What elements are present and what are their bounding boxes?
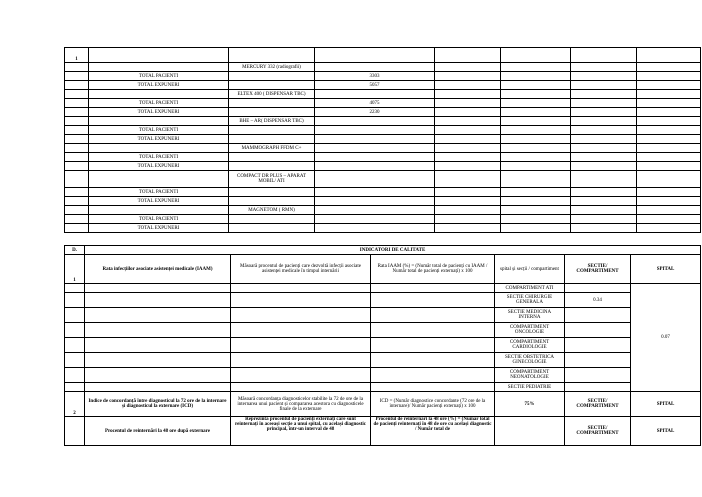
table-cell [65, 162, 89, 171]
table-cell [315, 63, 435, 72]
table-cell [571, 215, 637, 224]
table-cell [65, 90, 89, 99]
table-cell [65, 188, 89, 197]
indicator-2-row [65, 392, 701, 417]
table-cell [435, 153, 501, 162]
table-cell [501, 81, 571, 90]
total-row [65, 135, 701, 144]
table-cell [637, 188, 701, 197]
total-label: TOTAL PACIENTI [89, 99, 229, 108]
table-cell [65, 63, 89, 72]
equipment-name: MERCURY 332 (radiografii) [229, 63, 315, 72]
indicator-value: 75% [495, 392, 565, 417]
table-cell [371, 338, 495, 353]
table-cell [565, 284, 631, 293]
table-cell [371, 368, 495, 383]
table-cell [501, 206, 571, 215]
table-cell [85, 323, 231, 338]
total-value [315, 224, 435, 233]
table-cell [65, 383, 85, 392]
table-cell [637, 72, 701, 81]
department-name: COMPARTIMENT ONCOLOGIE [495, 323, 565, 338]
table-cell [229, 188, 315, 197]
table-cell [501, 188, 571, 197]
table-cell [637, 99, 701, 108]
indicator-level: spital și secții / compartiment [495, 255, 565, 284]
equipment-row [65, 144, 701, 153]
indicator-description: Măsoară concordanța diagnosticelor stabilite la 72 de ore de la internarea unui pacient și compararea acestora cu diagnosticele finale de la externare [231, 392, 371, 417]
equipment-name: MAGNETOM ( RMN) [229, 206, 315, 215]
table-cell [501, 153, 571, 162]
table-cell [571, 206, 637, 215]
table-cell [65, 126, 89, 135]
table-cell [571, 117, 637, 126]
table-cell [565, 323, 631, 338]
hospital-rate: 0.07 [631, 284, 701, 392]
total-label: TOTAL PACIENTI [89, 188, 229, 197]
table-cell [501, 197, 571, 206]
table-cell [65, 417, 85, 446]
department-name: COMPARTIMENT ATI [495, 284, 565, 293]
indicator-formula: ICD = (Număr diagnostice concordante (72 ore de la internare)/ Număr pacienți externați) x 100 [371, 392, 495, 417]
table-cell [65, 215, 89, 224]
table-cell [89, 90, 229, 99]
department-name: SECTIE OBSTETRICA GINECOLOGIE [495, 353, 565, 368]
col-section: SECTIE/ COMPARTIMENT [565, 255, 631, 284]
table-cell [85, 368, 231, 383]
table-cell [571, 171, 637, 188]
total-value [315, 188, 435, 197]
table-cell [229, 224, 315, 233]
total-value [315, 135, 435, 144]
total-value: 3303 [315, 72, 435, 81]
quality-indicators-table [64, 245, 701, 446]
table-cell [65, 284, 85, 293]
table-cell [501, 72, 571, 81]
table-cell [435, 215, 501, 224]
total-value [315, 197, 435, 206]
table-cell [571, 135, 637, 144]
table-cell [89, 206, 229, 215]
table-cell [371, 383, 495, 392]
col-hospital: SPITAL [631, 417, 701, 446]
total-row [65, 108, 701, 117]
table-cell [371, 323, 495, 338]
department-row [65, 353, 701, 368]
table-cell [501, 171, 571, 188]
department-row [65, 323, 701, 338]
table-cell [435, 81, 501, 90]
department-name: SECTIE CHIRURGIE GENERALA [495, 293, 565, 308]
table-cell [85, 338, 231, 353]
section-title: INDICATORI DE CALITATE [85, 246, 701, 255]
table-cell [65, 153, 89, 162]
table-cell [315, 117, 435, 126]
total-label: TOTAL EXPUNERI [89, 108, 229, 117]
indicator-formula: Rata IAAM (%) = (Număr total de pacienți cu IAAM / Număr total de pacienți externați) x 100 [371, 255, 495, 284]
col-hospital: SPITAL [631, 255, 701, 284]
table-cell [501, 63, 571, 72]
table-cell [89, 48, 229, 63]
table-cell [435, 162, 501, 171]
table-cell [637, 135, 701, 144]
table-cell [435, 144, 501, 153]
total-label: TOTAL PACIENTI [89, 72, 229, 81]
indicator-name: Procentul de reinternări la 48 ore după externare [85, 417, 231, 446]
table-cell [231, 284, 371, 293]
table-cell [315, 171, 435, 188]
table-cell [229, 162, 315, 171]
total-label: TOTAL EXPUNERI [89, 224, 229, 233]
table-cell [571, 48, 637, 63]
table-cell [435, 99, 501, 108]
total-value: 5057 [315, 81, 435, 90]
equipment-table [64, 47, 701, 233]
total-row [65, 99, 701, 108]
table-cell [637, 171, 701, 188]
table-cell [229, 135, 315, 144]
total-value: 2230 [315, 108, 435, 117]
table-cell [571, 162, 637, 171]
table-cell [637, 126, 701, 135]
total-label: TOTAL EXPUNERI [89, 135, 229, 144]
col-section: SECTIE/ COMPARTIMENT [565, 417, 631, 446]
table-cell [637, 224, 701, 233]
table-cell [435, 117, 501, 126]
table-cell [65, 224, 89, 233]
table-cell [495, 417, 565, 446]
table-cell [65, 323, 85, 338]
equipment-name: COMPACT DR PLUS – APARAT MOBIL/ ATI [229, 171, 315, 188]
table-cell [571, 197, 637, 206]
department-name: SECTIE MEDICINA INTERNA [495, 308, 565, 323]
table-cell [315, 144, 435, 153]
header-row [65, 48, 701, 63]
table-cell [435, 197, 501, 206]
total-label: TOTAL PACIENTI [89, 215, 229, 224]
table-cell [571, 99, 637, 108]
table-cell [65, 368, 85, 383]
equipment-row [65, 63, 701, 72]
table-cell [435, 126, 501, 135]
total-row [65, 197, 701, 206]
table-cell [371, 284, 495, 293]
total-row [65, 162, 701, 171]
table-cell [315, 206, 435, 215]
table-cell [229, 99, 315, 108]
table-cell [501, 215, 571, 224]
table-cell [85, 353, 231, 368]
table-cell [231, 338, 371, 353]
table-cell [89, 171, 229, 188]
table-cell [637, 117, 701, 126]
table-cell [231, 353, 371, 368]
table-cell [231, 308, 371, 323]
table-cell [571, 72, 637, 81]
table-cell [435, 206, 501, 215]
table-cell [65, 108, 89, 117]
indicator-1-header [65, 255, 701, 284]
table-cell [229, 108, 315, 117]
table-cell [89, 117, 229, 126]
equipment-row [65, 117, 701, 126]
table-cell [501, 108, 571, 117]
table-cell [85, 383, 231, 392]
table-cell [435, 63, 501, 72]
table-cell [65, 353, 85, 368]
table-cell [65, 293, 85, 308]
table-cell [435, 224, 501, 233]
equipment-row [65, 90, 701, 99]
table-cell [637, 153, 701, 162]
section-letter: D. [65, 246, 85, 255]
total-label: TOTAL EXPUNERI [89, 162, 229, 171]
table-cell [65, 308, 85, 323]
indicator-name: Rata infecțiilor asociate asistenței medicale (IAAM) [85, 255, 231, 284]
table-cell [435, 48, 501, 63]
table-cell [571, 224, 637, 233]
indicator-formula: Procentul de reinternări la 48 ore (%) = (Număr total de pacienți reinternați în 48 de ore cu același diagnostic / Număr total de [371, 417, 495, 446]
table-cell [565, 353, 631, 368]
table-cell [65, 117, 89, 126]
col-section: SECTIE/ COMPARTIMENT [565, 392, 631, 417]
table-cell [89, 144, 229, 153]
equipment-name: ELTEX 400 ( DISPENSAR TBC) [229, 90, 315, 99]
table-cell [637, 63, 701, 72]
total-value [315, 153, 435, 162]
table-cell [85, 293, 231, 308]
table-cell [65, 171, 89, 188]
total-row [65, 126, 701, 135]
table-cell [571, 188, 637, 197]
total-label: TOTAL EXPUNERI [89, 81, 229, 90]
equipment-row [65, 171, 701, 188]
table-cell [571, 108, 637, 117]
indicator-description: Reprezintă procentul de pacienți externați care sunt reinternați în aceeași secție a unui spital, cu același diagnostic principal, într-un interval de 48 [231, 417, 371, 446]
department-name: SECTIE PEDIATRIE [495, 383, 565, 392]
department-row [65, 284, 701, 293]
table-cell [637, 144, 701, 153]
total-label: TOTAL PACIENTI [89, 153, 229, 162]
indicator-number: 2 [65, 392, 85, 417]
table-cell [371, 293, 495, 308]
table-cell [571, 153, 637, 162]
indicator-3-row [65, 417, 701, 446]
equipment-name: MAMMOGRAPH FFDM C+ [229, 144, 315, 153]
section-heading-row [65, 246, 701, 255]
department-row [65, 308, 701, 323]
total-row [65, 72, 701, 81]
indicator-description: Măsoară procentul de pacienți care dezvoltă infecții asociate asistenței medicale în timpul internării [231, 255, 371, 284]
table-cell [501, 90, 571, 99]
total-row [65, 188, 701, 197]
table-cell [637, 48, 701, 63]
table-cell [435, 188, 501, 197]
table-cell [501, 99, 571, 108]
indicator-name: Indice de concordanță între diagnosticul la 72 ore de la internare și diagnosticul la externare (ICD) [85, 392, 231, 417]
row-number: 1 [65, 48, 89, 63]
table-cell [231, 383, 371, 392]
table-cell [501, 48, 571, 63]
table-cell [435, 171, 501, 188]
table-cell [637, 215, 701, 224]
table-cell [637, 90, 701, 99]
table-cell [565, 383, 631, 392]
table-cell [501, 126, 571, 135]
table-cell [65, 338, 85, 353]
table-cell [571, 63, 637, 72]
table-cell [571, 81, 637, 90]
department-row [65, 293, 701, 308]
table-cell [637, 108, 701, 117]
table-cell [65, 197, 89, 206]
table-cell [371, 353, 495, 368]
table-cell [501, 135, 571, 144]
total-row [65, 215, 701, 224]
department-row [65, 368, 701, 383]
table-cell [229, 197, 315, 206]
total-value: 4075 [315, 99, 435, 108]
table-cell [231, 323, 371, 338]
table-cell [315, 48, 435, 63]
total-label: TOTAL EXPUNERI [89, 197, 229, 206]
table-cell [229, 215, 315, 224]
table-cell [65, 99, 89, 108]
total-row [65, 81, 701, 90]
table-cell [571, 90, 637, 99]
table-cell [501, 224, 571, 233]
table-cell [65, 72, 89, 81]
table-cell [637, 197, 701, 206]
total-value [315, 126, 435, 135]
table-cell [637, 162, 701, 171]
department-row [65, 338, 701, 353]
table-cell [571, 126, 637, 135]
total-label: TOTAL PACIENTI [89, 126, 229, 135]
table-cell [637, 81, 701, 90]
table-cell [435, 108, 501, 117]
col-hospital: SPITAL [631, 392, 701, 417]
department-name: COMPARTIMENT CARDIOLOGIE [495, 338, 565, 353]
table-cell [231, 293, 371, 308]
table-cell [565, 368, 631, 383]
table-cell [229, 81, 315, 90]
table-cell [501, 144, 571, 153]
indicator-number: 1 [65, 255, 85, 284]
table-cell [435, 72, 501, 81]
table-cell [85, 308, 231, 323]
total-value [315, 215, 435, 224]
department-name: COMPARTIMENT NEONATOLOGIE [495, 368, 565, 383]
table-cell [65, 135, 89, 144]
table-cell [229, 48, 315, 63]
table-cell [231, 368, 371, 383]
equipment-row [65, 206, 701, 215]
surgery-rate: 0.34 [565, 293, 631, 308]
table-cell [65, 81, 89, 90]
table-cell [637, 206, 701, 215]
table-cell [65, 206, 89, 215]
table-cell [65, 144, 89, 153]
table-cell [229, 126, 315, 135]
table-cell [371, 308, 495, 323]
table-cell [435, 135, 501, 144]
table-cell [501, 117, 571, 126]
table-cell [435, 90, 501, 99]
table-cell [315, 90, 435, 99]
total-row [65, 224, 701, 233]
table-cell [565, 338, 631, 353]
table-cell [565, 308, 631, 323]
table-cell [229, 153, 315, 162]
department-row [65, 383, 701, 392]
table-cell [229, 72, 315, 81]
table-cell [501, 162, 571, 171]
table-cell [89, 63, 229, 72]
total-row [65, 153, 701, 162]
table-cell [85, 284, 231, 293]
table-cell [571, 144, 637, 153]
equipment-name: BHE – AR( DISPENSAR TBC) [229, 117, 315, 126]
total-value [315, 162, 435, 171]
